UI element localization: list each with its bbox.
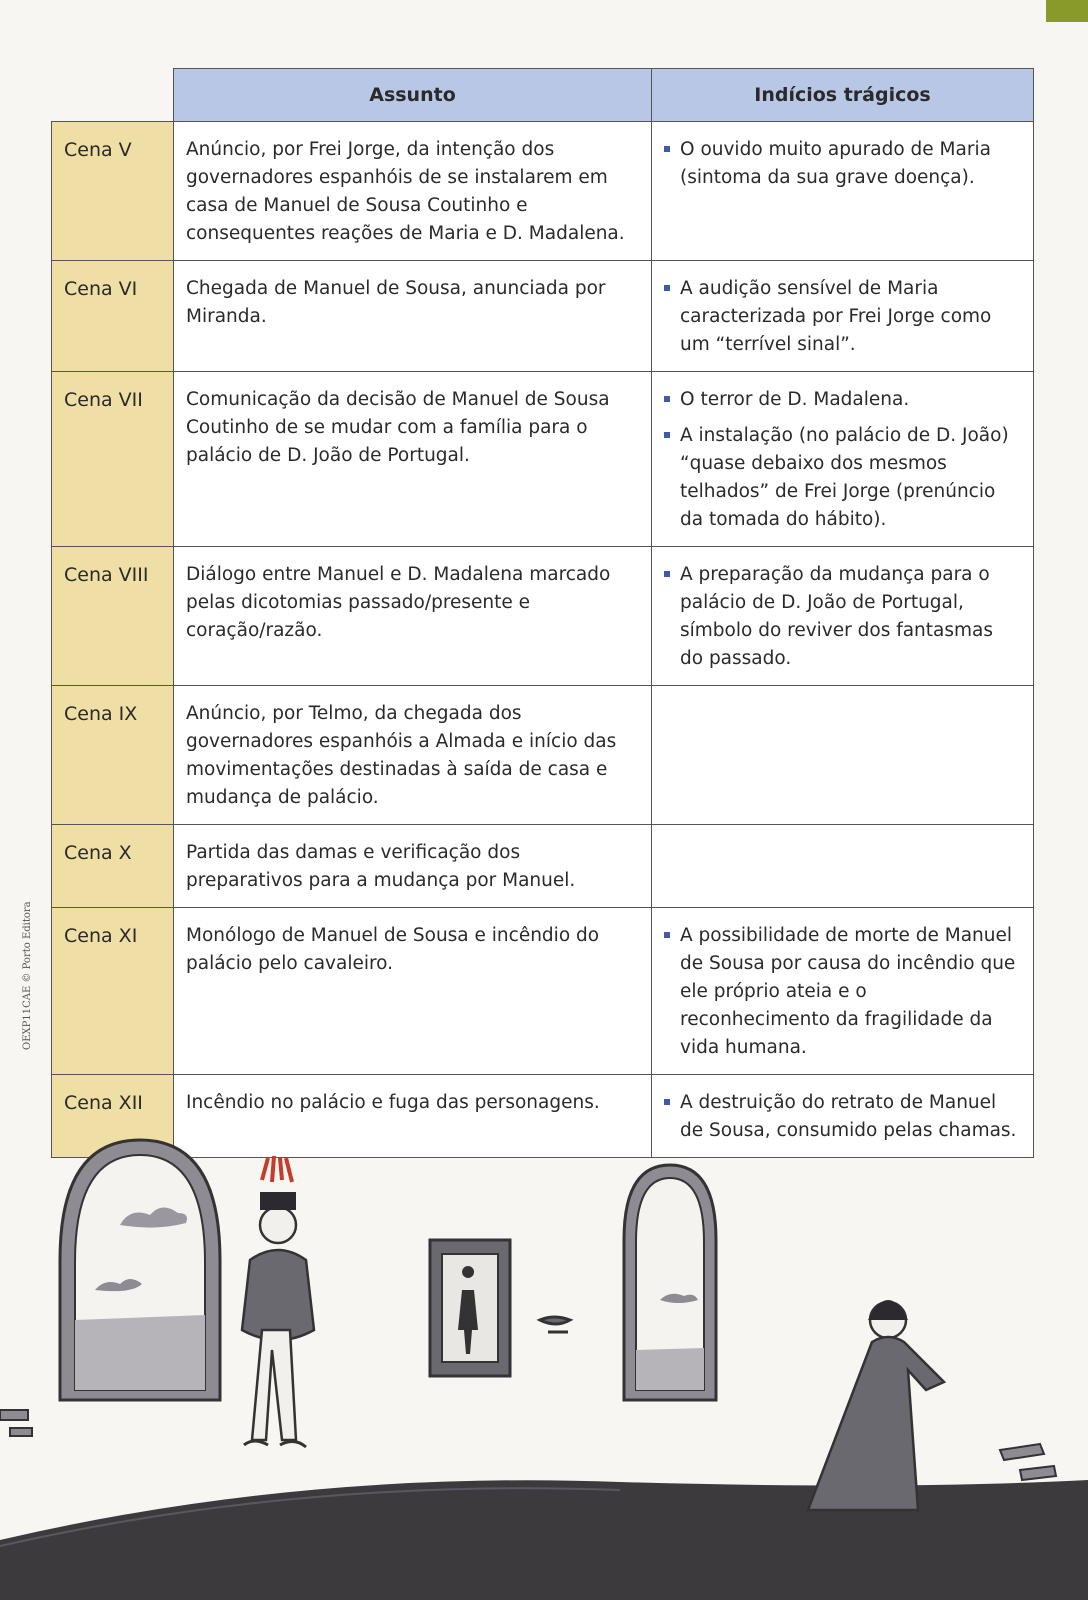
header-subject: Assunto [174, 69, 652, 122]
table-row [52, 908, 1034, 1075]
tragic-signs-list [664, 922, 1021, 1062]
tragic-sign-item: A instalação (no palácio de D. João) “quase debaixo dos mesmos telhados” de Frei Jorge (prenúncio da tomada do hábito). [664, 422, 1021, 534]
tragic-signs-list [664, 386, 1021, 534]
tragic-signs-cell [652, 825, 1034, 908]
scene-subject: Chegada de Manuel de Sousa, anunciada por Miranda. [174, 261, 652, 372]
table-row [52, 825, 1034, 908]
table-row [52, 261, 1034, 372]
header-corner [52, 69, 174, 122]
scene-subject: Anúncio, por Telmo, da chegada dos governadores espanhóis a Almada e início das movimentações destinadas à saída de casa e mudança de palácio. [174, 686, 652, 825]
scene-subject: Monólogo de Manuel de Sousa e incêndio do palácio pelo cavaleiro. [174, 908, 652, 1075]
arched-window-left [60, 1140, 220, 1400]
manuel-figure [242, 1156, 314, 1447]
table-row [52, 372, 1034, 547]
tragic-signs-cell [652, 547, 1034, 686]
table-row [52, 547, 1034, 686]
scene-subject: Comunicação da decisão de Manuel de Sousa Coutinho de se mudar com a família para o palácio de D. João de Portugal. [174, 372, 652, 547]
scene-subject: Diálogo entre Manuel e D. Madalena marcado pelas dicotomias passado/presente e coração/razão. [174, 547, 652, 686]
tragic-signs-cell [652, 372, 1034, 547]
ground-hill [0, 1480, 1088, 1600]
scene-label: Cena IX [52, 686, 174, 825]
scene-label: Cena XII [52, 1075, 174, 1158]
tragic-sign-item: A audição sensível de Maria caracterizada por Frei Jorge como um “terrível sinal”. [664, 275, 1021, 359]
scenes-table [51, 68, 1034, 1158]
scene-subject: Partida das damas e verificação dos preparativos para a mudança por Manuel. [174, 825, 652, 908]
scene-label: Cena X [52, 825, 174, 908]
publisher-credit: OEXP11CAE © Porto Editora [22, 901, 33, 1050]
table-row [52, 686, 1034, 825]
tragic-sign-item: A preparação da mudança para o palácio de D. João de Portugal, símbolo do reviver dos fantasmas do passado. [664, 561, 1021, 673]
scene-subject: Anúncio, por Frei Jorge, da intenção dos governadores espanhóis de se instalarem em casa de Manuel de Sousa Coutinho e consequentes reações de Maria e D. Madalena. [174, 122, 652, 261]
page-corner-tab [1046, 0, 1088, 22]
tragic-signs-cell [652, 122, 1034, 261]
tragic-signs-cell [652, 908, 1034, 1075]
tragic-signs-cell [652, 261, 1034, 372]
bricks-left [0, 1410, 32, 1436]
portrait-frame [430, 1240, 510, 1376]
tragic-signs-cell [652, 686, 1034, 825]
tragic-sign-item: O terror de D. Madalena. [664, 386, 1021, 414]
scene-label: Cena VII [52, 372, 174, 547]
bricks-right [1000, 1444, 1056, 1480]
tragic-signs-list [664, 561, 1021, 673]
arched-window-right [624, 1165, 716, 1400]
scene-label: Cena V [52, 122, 174, 261]
scene-label: Cena VIII [52, 547, 174, 686]
table-row [52, 122, 1034, 261]
header-tragic-signs: Indícios trágicos [652, 69, 1034, 122]
small-debris [540, 1317, 570, 1332]
madalena-figure [808, 1300, 944, 1510]
tragic-sign-item: A destruição do retrato de Manuel de Sousa, consumido pelas chamas. [664, 1089, 1021, 1145]
tragic-signs-list [664, 136, 1021, 192]
scene-subject: Incêndio no palácio e fuga das personagens. [174, 1075, 652, 1158]
scene-label: Cena XI [52, 908, 174, 1075]
tragic-sign-item: O ouvido muito apurado de Maria (sintoma da sua grave doença). [664, 136, 1021, 192]
tragic-signs-list [664, 275, 1021, 359]
cartoon-illustration [0, 1110, 1088, 1600]
scene-label: Cena VI [52, 261, 174, 372]
tragic-sign-item: A possibilidade de morte de Manuel de Sousa por causa do incêndio que ele próprio ateia e o reconhecimento da fragilidade da vida humana. [664, 922, 1021, 1062]
table-header-row [52, 69, 1034, 122]
